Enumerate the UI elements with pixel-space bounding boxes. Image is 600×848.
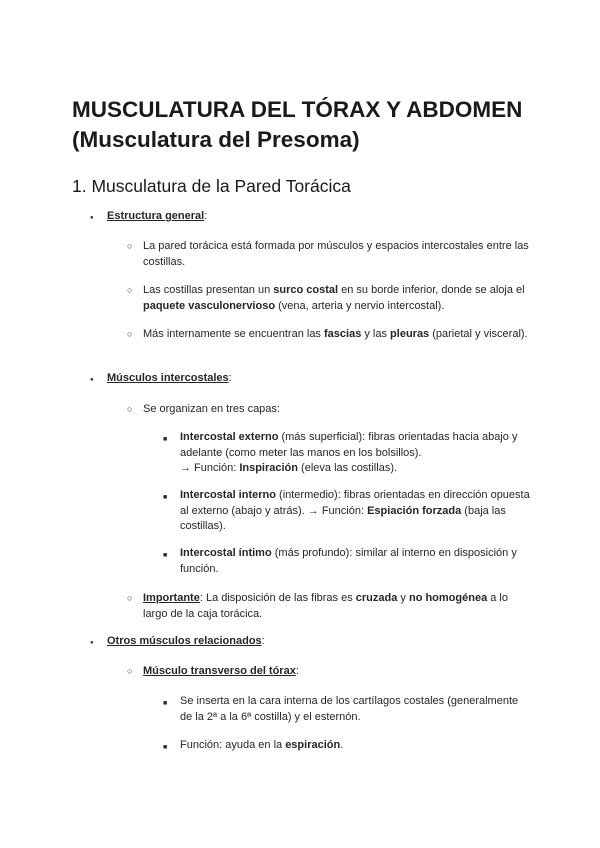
list-item-intercostal-intimo: Intercostal íntimo (más profundo): similar al interno en disposición y función. <box>180 547 517 575</box>
section-heading: 1. Musculatura de la Pared Torácica <box>72 176 351 196</box>
bullet-disc-icon <box>90 211 94 229</box>
bullet-circle-icon <box>127 283 132 299</box>
bullet-circle-icon <box>127 327 132 343</box>
list-item: La pared torácica está formada por músculos y espacios intercostales entre las costillas. <box>143 240 529 268</box>
list-item-intercostales: Músculos intercostales: <box>107 372 232 384</box>
list-item: Las costillas presentan un surco costal en su borde inferior, donde se aloja el paquete vasculonervioso (vena, arteria y nervio intercostal). <box>143 284 525 312</box>
bullet-square-icon <box>163 696 167 713</box>
list-item: Se organizan en tres capas: <box>143 403 280 415</box>
list-item-importante: Importante: La disposición de las fibras es cruzada y no homogénea a lo largo de la caja torácica. <box>143 592 508 620</box>
bullet-circle-icon <box>127 239 132 255</box>
bullet-disc-icon <box>90 636 94 654</box>
bullet-square-icon <box>163 740 167 757</box>
list-item: Función: ayuda en la espiración. <box>180 739 344 751</box>
bullet-square-icon <box>163 432 167 449</box>
list-item: Se inserta en la cara interna de los cartílagos costales (generalmente de la 2ª a la 6ª costilla) y el esternón. <box>180 695 519 723</box>
bullet-disc-icon <box>90 373 94 391</box>
list-item-intercostal-externo: Intercostal externo (más superficial): fibras orientadas hacia abajo y adelante (como meter las manos en los bolsillos). → Función: Inspiración (eleva las costillas). <box>180 431 518 474</box>
bullet-square-icon <box>163 548 167 565</box>
list-item-estructura: Estructura general: <box>107 210 208 222</box>
document-title: MUSCULATURA DEL TÓRAX Y ABDOMEN (Musculatura del Presoma) <box>72 97 523 152</box>
list-item-transverso: Músculo transverso del tórax: <box>143 665 299 677</box>
bullet-circle-icon <box>127 591 132 607</box>
bullet-circle-icon <box>127 402 132 418</box>
list-item-intercostal-interno: Intercostal interno (intermedio): fibras orientadas en dirección opuesta al externo (abajo y atrás). → Función: Espiación forzada (baja las costillas). <box>180 489 530 532</box>
list-item-otros: Otros músculos relacionados: <box>107 635 265 647</box>
bullet-square-icon <box>163 490 167 507</box>
list-item: Más internamente se encuentran las fascias y las pleuras (parietal y visceral). <box>143 328 528 340</box>
bullet-circle-icon <box>127 664 132 680</box>
